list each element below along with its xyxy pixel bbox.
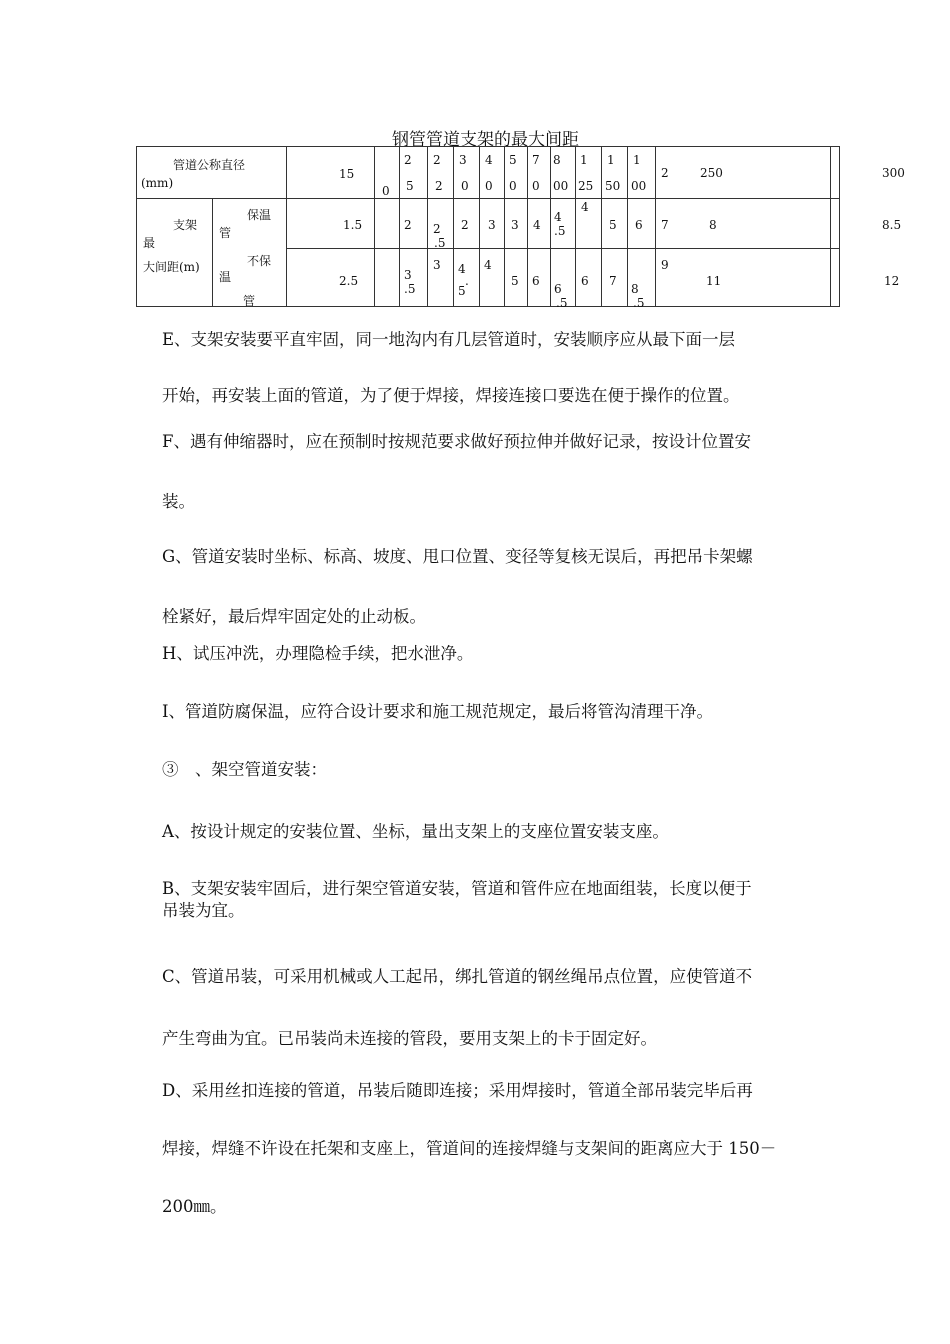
header-cell [137,147,287,199]
cell-value: 4 [485,153,493,167]
row-label: 最 [143,236,156,250]
cell-value: 1 [580,153,588,167]
table-cell [831,199,902,249]
cell-value: 7 [532,153,540,167]
text-line: E、支架安装要平直牢固，同一地沟内有几层管道时，安装顺序应从最下面一层 [162,330,736,349]
cell-value: 2 [433,153,441,167]
row-label: 支架 [173,218,198,232]
table-cell [219,199,375,249]
cell-value: .5 [404,282,416,296]
table-cell [551,199,576,249]
cell-value: 8 [709,218,717,232]
cell-value: 2 [435,179,443,193]
table-cell [628,249,656,310]
table-cell [656,147,831,199]
table-cell [602,249,628,307]
cell-value: 4 [458,262,466,276]
cell-value: 11 [706,274,722,288]
cell-value: 0 [485,179,493,193]
row-label: 大间距(m) [143,260,200,274]
cell-value: 3 [433,258,441,272]
table-cell [454,249,480,307]
table-cell [400,199,428,249]
cell-value: 4 [484,258,492,272]
text-line: D、采用丝扣连接的管道，吊装后随即连接；采用焊接时，管道全部吊装完毕后再 [162,1081,753,1100]
sub-label: 管 [219,226,232,240]
table-cell [602,147,628,199]
table-cell [576,147,602,199]
paragraph-d [122,1062,850,1236]
table-cell [400,147,428,199]
cell-value: 1.5 [343,218,363,232]
table-cell [480,147,505,199]
table-row-diameter [137,147,840,199]
table-caption: 钢管管道支架的最大间距 [392,130,579,150]
text-line: ③ 、架空管道安装： [162,760,327,779]
table-cell [831,147,905,199]
table-cell [454,147,480,199]
cell-value: 0 [461,179,469,193]
cell-value: 7 [661,218,669,232]
cell-value: 300 [882,166,905,180]
cell-value: 1 [607,153,615,167]
table-cell [528,249,551,307]
cell-value: 6 [554,282,562,296]
table-cell [375,199,400,249]
cell-value: .5 [633,296,645,310]
cell-value: 8 [553,153,561,167]
table-cell [831,249,900,307]
header-label: 管道公称直径 [173,158,246,172]
paragraph-c [122,946,850,1070]
text-line: 焊接，焊缝不许设在托架和支座上，管道间的连接焊缝与支架间的距离应大于 150－ [162,1139,777,1158]
cell-value: 2 [404,218,412,232]
cell-value: 3 [459,153,467,167]
text-line: 吊装为宜。 [162,901,245,920]
table-cell [656,249,831,307]
cell-value: 3 [511,218,519,232]
text-line: I、管道防腐保温，应符合设计要求和施工规范规定，最后将管沟清理干净。 [162,702,714,721]
paragraph-f [122,412,850,532]
cell-value: 6 [581,274,589,288]
cell-value: 8.5 [882,218,902,232]
table-row-insulated [137,199,840,249]
table-cell [287,147,375,199]
table-cell [219,249,375,308]
text-line: G、管道安装时坐标、标高、坡度、甩口位置、变径等复核无误后，再把吊卡架螺 [162,547,753,566]
table-cell [428,199,454,249]
cell-value: 00 [631,179,647,193]
cell-value: 5 [406,179,414,193]
cell-value: 2 [433,222,441,236]
cell-value: 2.5 [339,274,359,288]
cell-value: 5 [609,218,617,232]
cell-value: 15 [339,167,355,181]
cell-value: 2 [661,166,669,180]
paragraph-i [122,702,850,722]
table-cell [400,249,428,307]
table-cell [375,249,400,307]
cell-value: 5 [458,284,466,298]
cell-value: 00 [553,179,569,193]
text-line: 开始，再安装上面的管道，为了便于焊接，焊接连接口要选在便于操作的位置。 [162,386,740,405]
cell-value: 5 [509,153,517,167]
section-heading [122,760,850,780]
cell-value: 5 [511,274,519,288]
text-line: 200㎜。 [162,1197,227,1216]
text-line: F、遇有伸缩器时，应在预制时按规范要求做好预拉伸并做好记录，按设计位置安 [162,432,751,451]
cell-value: . [465,274,469,288]
text-line: B、支架安装牢固后，进行架空管道安装，管道和管件应在地面组装，长度以便于 [162,879,752,898]
cell-value: 3 [488,218,496,232]
table-cell [480,199,505,249]
table-cell [628,199,656,249]
cell-value: .5 [554,224,566,238]
pipe-support-spacing-table [136,146,905,310]
table-cell [428,147,454,199]
table-cell [656,199,831,249]
cell-value: 3 [404,268,412,282]
table-cell [551,147,576,199]
sub-label: 保温 [247,208,272,222]
text-line: 装。 [162,492,195,511]
cell-value: 9 [661,258,669,272]
cell-value: .5 [434,236,446,250]
cell-value: 0 [382,184,390,198]
cell-value: 2 [461,218,469,232]
cell-value: 4 [533,218,541,232]
cell-value: 4 [581,200,589,214]
table-cell [505,147,528,199]
sub-label: 管 [243,294,256,308]
table-cell [505,249,528,307]
cell-value: 8 [631,282,639,296]
cell-value: 12 [884,274,900,288]
table-cell [528,147,551,199]
header-unit: (mm) [141,176,174,190]
table-cell [551,249,576,310]
cell-value: 0 [532,179,540,193]
cell-value: 50 [605,179,621,193]
table-cell [528,199,551,249]
sub-label: 不保 [247,254,272,268]
cell-divider [212,199,213,306]
table-cell [628,147,656,199]
cell-value: 6 [635,218,643,232]
paragraph-b [122,878,850,922]
table-cell [602,199,628,249]
text-line: 产生弯曲为宜。已吊装尚未连接的管段，要用支架上的卡于固定好。 [162,1029,657,1048]
text-line: H、试压冲洗，办理隐检手续，把水泄净。 [162,644,474,663]
paragraph-e [122,312,850,424]
cell-value: 2 [404,153,412,167]
cell-value: .5 [556,296,568,310]
table-cell [428,249,454,307]
cell-value: 7 [609,274,617,288]
paragraph-g [122,527,850,647]
cell-value: 250 [700,166,723,180]
table-cell [505,199,528,249]
text-line: C、管道吊装，可采用机械或人工起吊，绑扎管道的钢丝绳吊点位置，应使管道不 [162,967,753,986]
table-cell [576,249,602,307]
cell-value: 1 [633,153,641,167]
cell-value: 6 [532,274,540,288]
paragraph-h [122,644,850,664]
text-line: 栓紧好，最后焊牢固定处的止动板。 [162,607,426,626]
table-cell [480,249,505,307]
cell-value: 4 [554,210,562,224]
table-cell [454,199,480,249]
table-cell [375,147,400,199]
paragraph-a [122,822,850,842]
cell-value: 0 [509,179,517,193]
table-cell [576,199,602,249]
text-line: A、按设计规定的安装位置、坐标，量出支架上的支座位置安装支座。 [162,822,669,841]
cell-value: 25 [578,179,594,193]
sub-label: 温 [219,270,232,284]
